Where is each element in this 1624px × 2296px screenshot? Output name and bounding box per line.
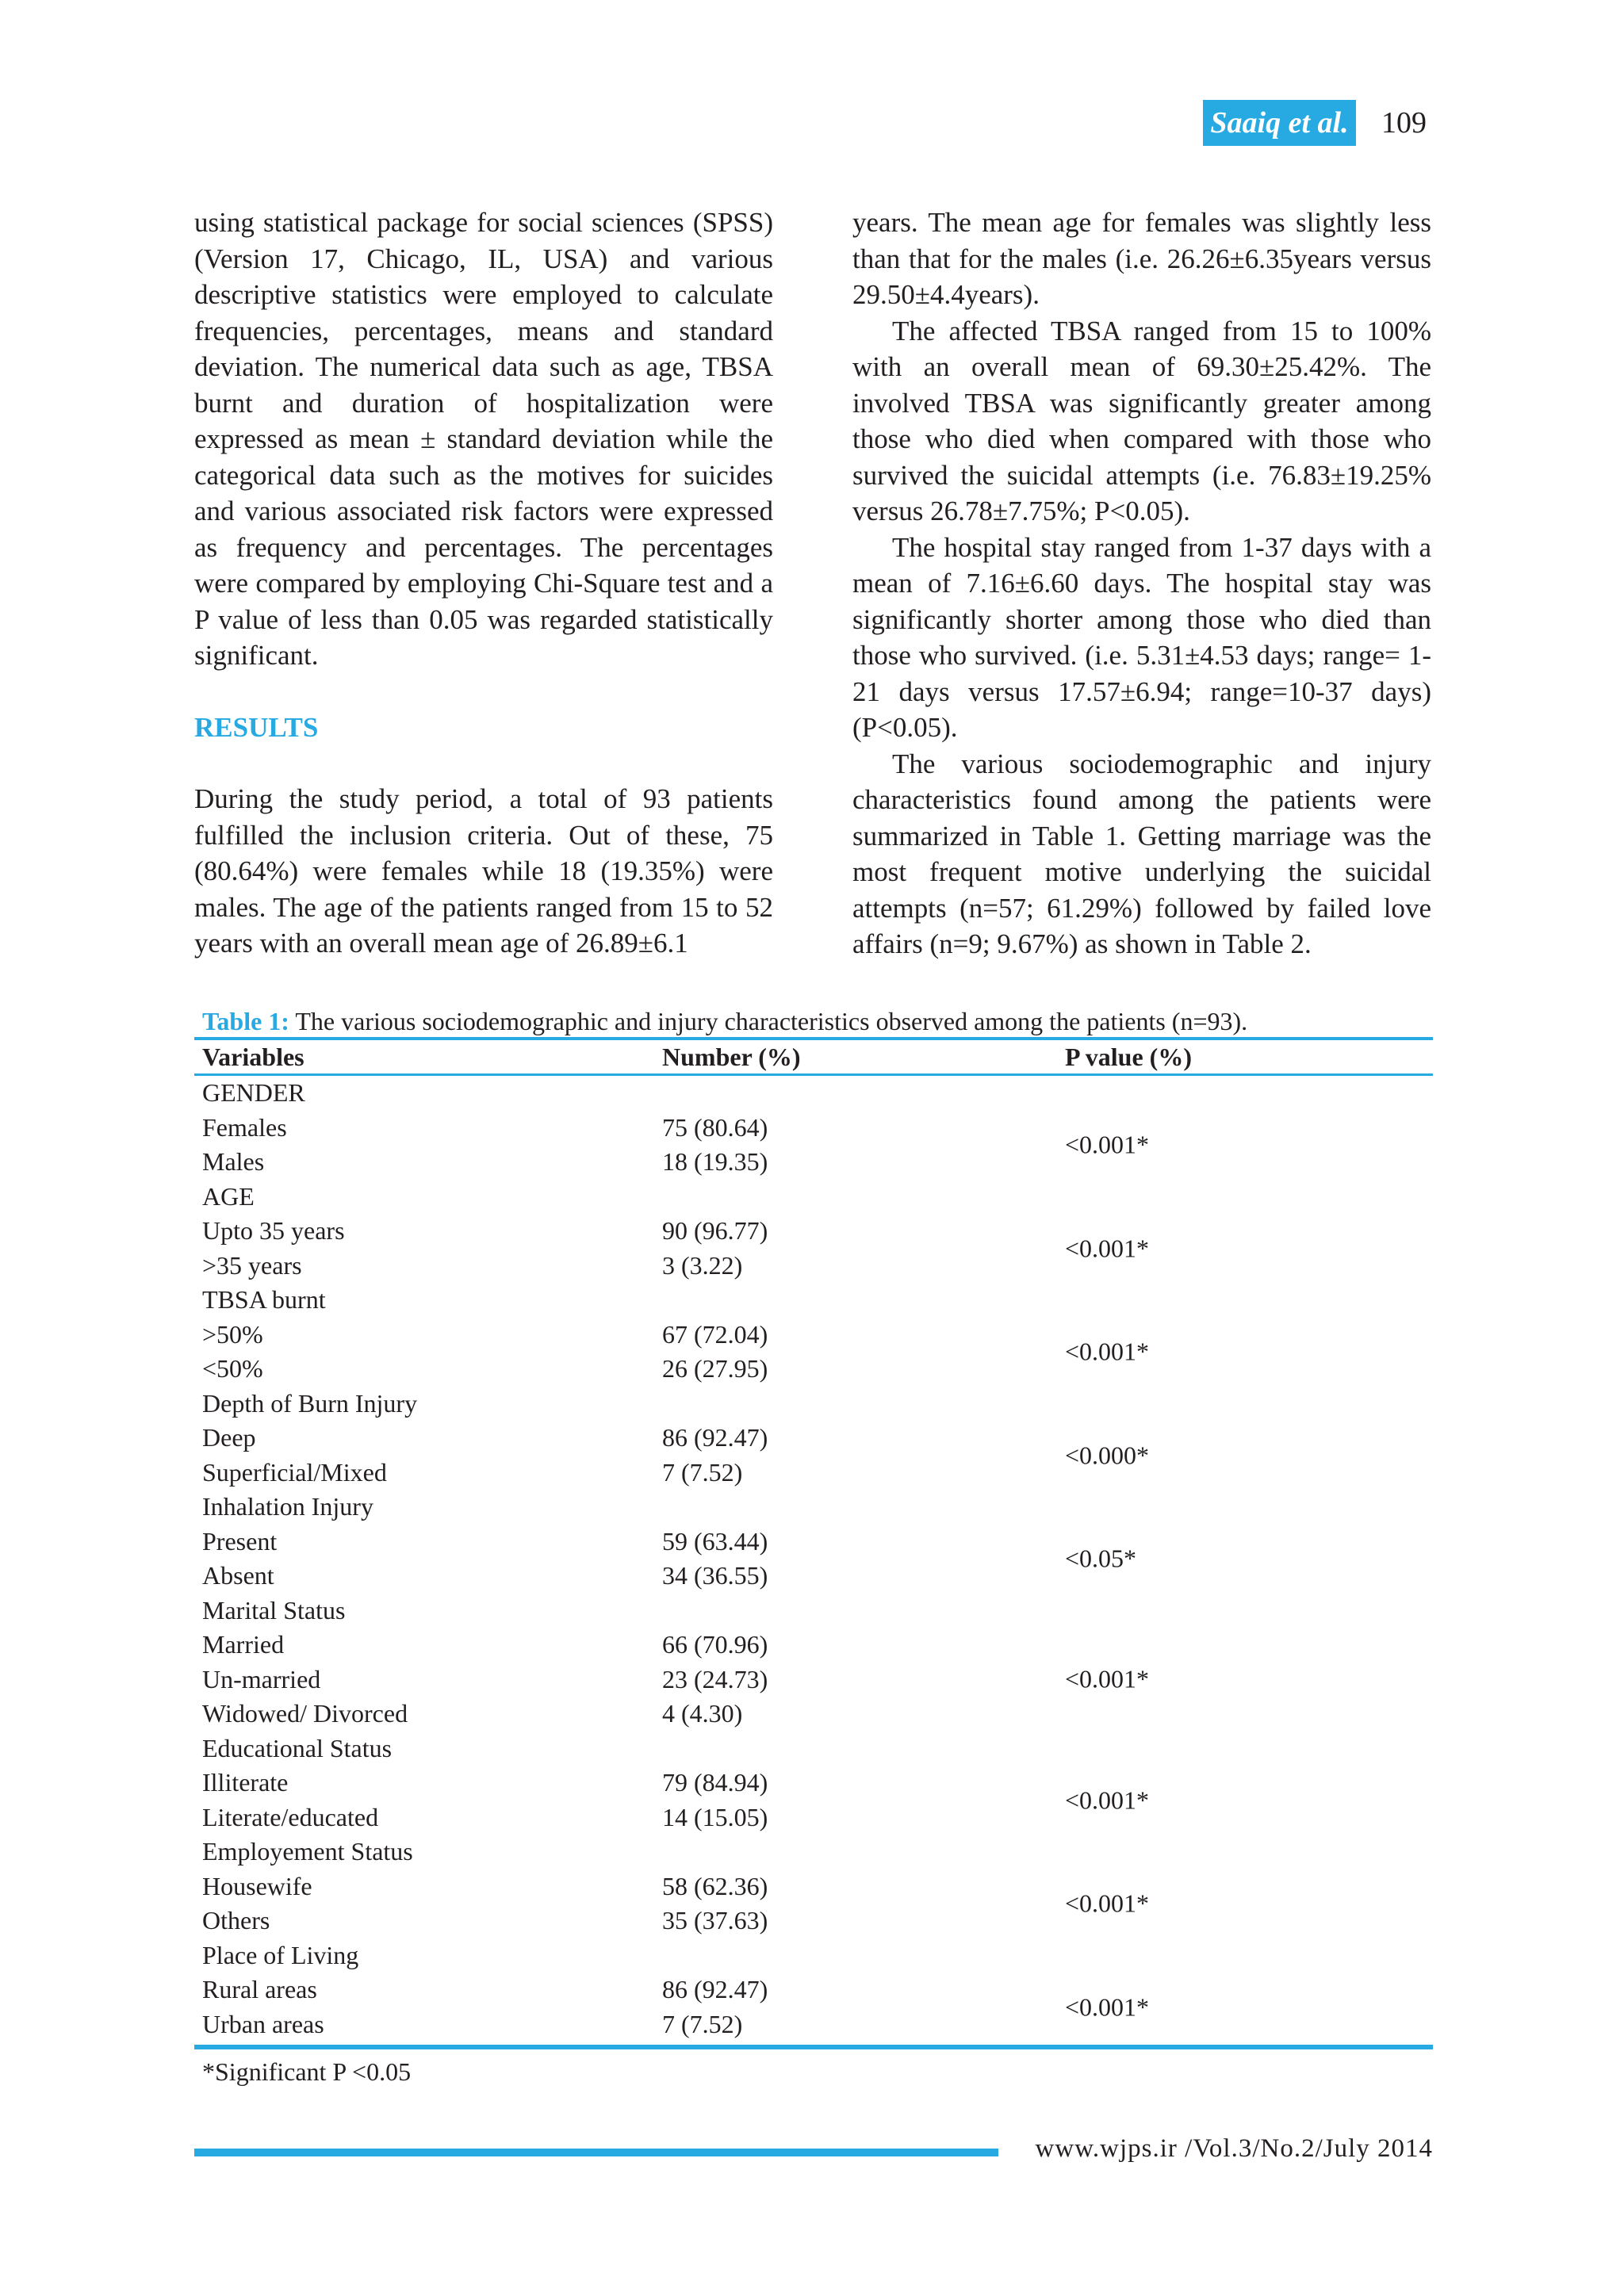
table-header-row bbox=[194, 1040, 1433, 1073]
group-title: AGE bbox=[202, 1181, 255, 1211]
table-row bbox=[194, 1559, 1433, 1594]
running-title: Saaiq et al. bbox=[1203, 100, 1356, 146]
left-column bbox=[194, 205, 773, 962]
group-title: TBSA burnt bbox=[202, 1285, 326, 1314]
table-row bbox=[194, 1628, 1433, 1663]
table-group bbox=[194, 1766, 1433, 1835]
table-row bbox=[194, 1421, 1433, 1456]
row-number: 26 (27.95) bbox=[662, 1354, 768, 1383]
table-row bbox=[194, 2007, 1433, 2042]
table-group-title-row bbox=[194, 1938, 1433, 1973]
table-group-title-row bbox=[194, 1387, 1433, 1422]
table-row bbox=[194, 1214, 1433, 1249]
group-p-value: <0.05* bbox=[1065, 1544, 1137, 1573]
row-number: 86 (92.47) bbox=[662, 1423, 768, 1452]
table-row bbox=[194, 1800, 1433, 1835]
results-paragraph-5: The various sociodemographic and injury characteristics found among the patients were summarized in Table 1. Getting marriage was the most frequent motive underlying the suicidal attempts (n=57; 61.29%) followed by failed love affairs (n=9; 9.67%) as shown in Table 2. bbox=[852, 748, 1431, 959]
footer-bar bbox=[194, 2149, 998, 2156]
group-title: Marital Status bbox=[202, 1595, 346, 1624]
table-group bbox=[194, 1973, 1433, 2042]
table-row bbox=[194, 1663, 1433, 1697]
row-variable: Widowed/ Divorced bbox=[202, 1699, 408, 1728]
row-variable: Males bbox=[202, 1147, 265, 1176]
table-group bbox=[194, 1318, 1433, 1387]
results-paragraph-1: During the study period, a total of 93 patients fulfilled the inclusion criteria. Out of these, 75 (80.64%) were females while 18 (19.35%) were males. The age of the patients ranged from 15 to 52 years with an overall mean age of 26.89±6.1 bbox=[194, 783, 773, 959]
group-p-value: <0.001* bbox=[1065, 1130, 1150, 1159]
header-number: Number (%) bbox=[662, 1043, 801, 1071]
row-number: 86 (92.47) bbox=[662, 1975, 768, 2003]
results-heading: RESULTS bbox=[194, 711, 319, 743]
table-group bbox=[194, 1628, 1433, 1732]
table-row bbox=[194, 1525, 1433, 1559]
results-paragraph-3: The affected TBSA ranged from 15 to 100% with an overall mean of 69.30±25.42%. The involved TBSA was significantly greater among those who died when compared with those who survived the suicidal attempts (i.e. 76.83±19.25% versus 26.78±7.75%; P<0.05). bbox=[852, 315, 1431, 526]
table-row bbox=[194, 1973, 1433, 2007]
row-variable: Married bbox=[202, 1630, 285, 1659]
row-number: 4 (4.30) bbox=[662, 1699, 743, 1728]
row-variable: Housewife bbox=[202, 1871, 312, 1900]
table-row bbox=[194, 1318, 1433, 1353]
table-caption-text: The various sociodemographic and injury characteristics observed among the patients (n=93). bbox=[289, 1007, 1248, 1035]
group-p-value: <0.001* bbox=[1065, 1337, 1150, 1366]
results-paragraph-2: years. The mean age for females was slightly less than that for the males (i.e. 26.26±6.35years versus 29.50±4.4years). bbox=[852, 207, 1431, 310]
row-number: 79 (84.94) bbox=[662, 1768, 768, 1797]
table-group bbox=[194, 1111, 1433, 1180]
table-caption-label: Table 1: bbox=[202, 1007, 289, 1035]
group-title: GENDER bbox=[202, 1078, 305, 1107]
table-group-title-row bbox=[194, 1594, 1433, 1628]
row-number: 34 (36.55) bbox=[662, 1561, 768, 1590]
table-row bbox=[194, 1456, 1433, 1490]
row-variable: <50% bbox=[202, 1354, 263, 1383]
group-title: Place of Living bbox=[202, 1940, 359, 1969]
row-variable: Upto 35 years bbox=[202, 1216, 345, 1245]
group-p-value: <0.001* bbox=[1065, 1233, 1150, 1262]
table-row bbox=[194, 1111, 1433, 1146]
row-variable: Absent bbox=[202, 1561, 274, 1590]
row-variable: Literate/educated bbox=[202, 1802, 379, 1831]
table-footnote: *Significant P <0.05 bbox=[202, 2057, 412, 2086]
group-p-value: <0.001* bbox=[1065, 1888, 1150, 1918]
row-number: 75 (80.64) bbox=[662, 1112, 768, 1142]
row-number: 66 (70.96) bbox=[662, 1630, 768, 1659]
table-row bbox=[194, 1869, 1433, 1904]
group-title: Educational Status bbox=[202, 1733, 393, 1762]
group-p-value: <0.001* bbox=[1065, 1992, 1150, 2021]
table-group-title-row bbox=[194, 1835, 1433, 1869]
table-row bbox=[194, 1352, 1433, 1387]
group-title: Depth of Burn Injury bbox=[202, 1388, 418, 1418]
row-number: 67 (72.04) bbox=[662, 1319, 768, 1349]
group-p-value: <0.001* bbox=[1065, 1664, 1150, 1693]
table-row bbox=[194, 1766, 1433, 1800]
row-number: 7 (7.52) bbox=[662, 1457, 743, 1487]
row-variable: Females bbox=[202, 1112, 287, 1142]
row-variable: Rural areas bbox=[202, 1975, 317, 2003]
row-variable: Deep bbox=[202, 1423, 256, 1452]
row-number: 23 (24.73) bbox=[662, 1664, 768, 1693]
table-row bbox=[194, 1904, 1433, 1938]
table-group bbox=[194, 1525, 1433, 1594]
row-variable: Others bbox=[202, 1906, 270, 1934]
table-row bbox=[194, 1697, 1433, 1732]
right-column bbox=[852, 205, 1431, 962]
table-bottom-rule bbox=[194, 2045, 1433, 2049]
row-number: 14 (15.05) bbox=[662, 1802, 768, 1831]
row-number: 3 (3.22) bbox=[662, 1250, 743, 1280]
table-1 bbox=[194, 1005, 1433, 2087]
row-number: 58 (62.36) bbox=[662, 1871, 768, 1900]
row-number: 90 (96.77) bbox=[662, 1216, 768, 1245]
page-number: 109 bbox=[1381, 106, 1427, 140]
table-row bbox=[194, 1249, 1433, 1284]
results-paragraph-4: The hospital stay ranged from 1-37 days with a mean of 7.16±6.60 days. The hospital stay was significantly shorter among those who died than those who survived. (i.e. 5.31±4.53 days; range= 1-21 days versus 17.57±6.94; range=10-37 days) (P<0.05). bbox=[852, 531, 1431, 743]
footer-journal-info: www.wjps.ir /Vol.3/No.2/July 2014 bbox=[1035, 2134, 1433, 2163]
table-group bbox=[194, 1869, 1433, 1938]
group-p-value: <0.000* bbox=[1065, 1440, 1150, 1469]
row-variable: Urban areas bbox=[202, 2009, 324, 2038]
table-caption bbox=[194, 1005, 1433, 1037]
table-group-title-row bbox=[194, 1283, 1433, 1318]
row-number: 7 (7.52) bbox=[662, 2009, 743, 2038]
row-number: 59 (63.44) bbox=[662, 1526, 768, 1556]
group-title: Inhalation Injury bbox=[202, 1492, 373, 1521]
row-variable: >35 years bbox=[202, 1250, 302, 1280]
table-group-title-row bbox=[194, 1180, 1433, 1215]
table-row bbox=[194, 1145, 1433, 1180]
group-title: Employement Status bbox=[202, 1837, 413, 1866]
table-group-title-row bbox=[194, 1490, 1433, 1525]
header-variables: Variables bbox=[202, 1043, 304, 1071]
table-group-title-row bbox=[194, 1076, 1433, 1111]
methods-paragraph: using statistical package for social sciences (SPSS) (Version 17, Chicago, IL, USA) and various descriptive statistics were employed to calculate frequencies, percentages, means and standard deviation. The numerical data such as age, TBSA burnt and duration of hospitalization were expressed as mean ± standard deviation while the categorical data such as the motives for suicides and various associated risk factors were expressed as frequency and percentages. The percentages were compared by employing Chi-Square test and a P value of less than 0.05 was regarded statistically significant. bbox=[194, 207, 773, 671]
group-p-value: <0.001* bbox=[1065, 1785, 1150, 1814]
table-group bbox=[194, 1214, 1433, 1283]
row-variable: Present bbox=[202, 1526, 278, 1556]
table-group-title-row bbox=[194, 1732, 1433, 1766]
table-group bbox=[194, 1421, 1433, 1490]
row-variable: Superficial/Mixed bbox=[202, 1457, 387, 1487]
row-variable: >50% bbox=[202, 1319, 263, 1349]
table-body bbox=[194, 1076, 1433, 2042]
row-variable: Un-married bbox=[202, 1664, 321, 1693]
row-number: 18 (19.35) bbox=[662, 1147, 768, 1176]
row-variable: Illiterate bbox=[202, 1768, 289, 1797]
header-p-value: P value (%) bbox=[1065, 1043, 1192, 1071]
row-number: 35 (37.63) bbox=[662, 1906, 768, 1934]
